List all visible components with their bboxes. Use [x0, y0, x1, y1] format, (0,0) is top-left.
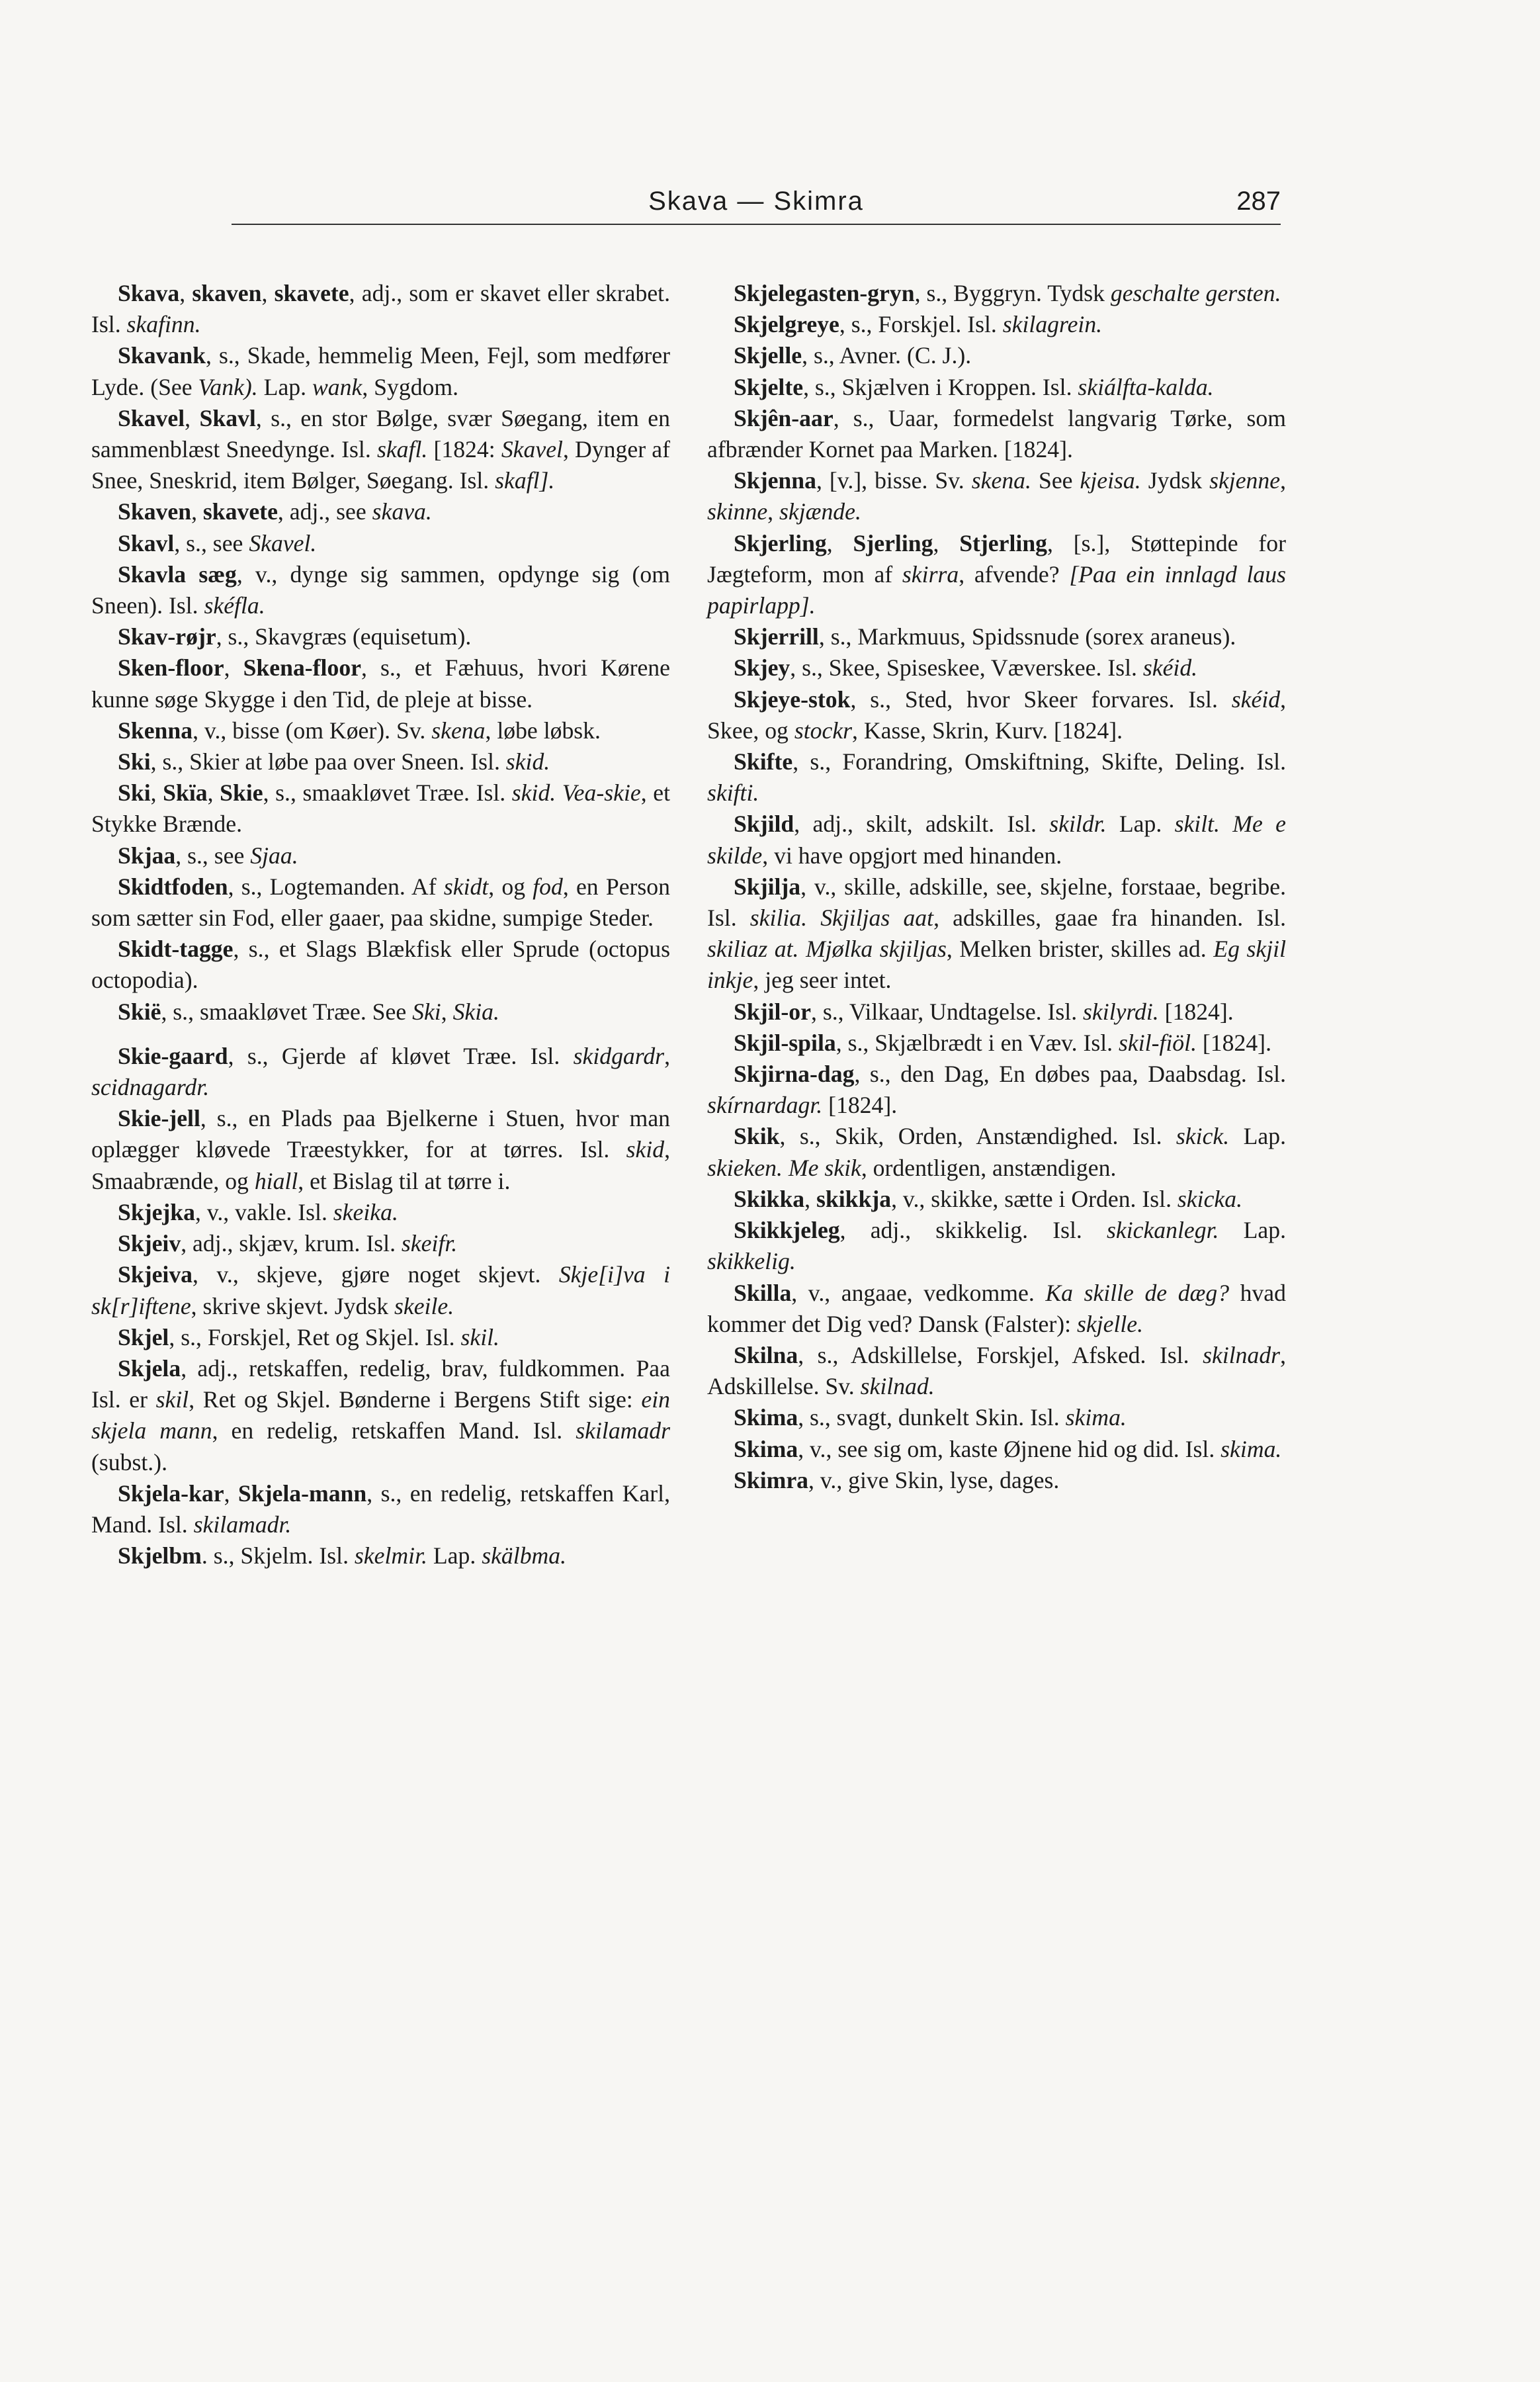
- dictionary-entry: Skidt-tagge, s., et Slags Blækfisk eller Sprude (octopus octopodia).: [91, 936, 670, 994]
- dictionary-entry: Skjel, s., Forskjel, Ret og Skjel. Isl. skil.: [118, 1323, 499, 1350]
- dictionary-entry: Skikka, skikkja, v., skikke, sætte i Orden. Isl. skicka.: [734, 1185, 1243, 1212]
- right-column: [707, 278, 1286, 1496]
- dictionary-entry: Sken-floor, Skena-floor, s., et Fæhuus, hvori Kørene kunne søge Skygge i den Tid, de pleje at bisse.: [91, 654, 670, 713]
- dictionary-entry: Skimra, v., give Skin, lyse, dages.: [734, 1466, 1060, 1493]
- dictionary-entry: Skenna, v., bisse (om Køer). Sv. skena, løbe løbsk.: [118, 717, 601, 744]
- page-number: 287: [1236, 187, 1281, 216]
- dictionary-entry: Skifte, s., Forandring, Omskiftning, Skifte, Deling. Isl. skifti.: [707, 748, 1286, 807]
- dictionary-entry: Skjenna, [v.], bisse. Sv. skena. See kjeisa. Jydsk skjenne, skinne, skjænde.: [707, 467, 1287, 525]
- dictionary-entry: Skjilja, v., skille, adskille, see, skjelne, forstaae, begribe. Isl. skilia. Skjiljas aat, adskilles, gaae fra hinanden. Isl. skiliaz at. Mjølka skjiljas, Melken brister, skilles ad. Eg skjil inkje, jeg seer intet.: [707, 873, 1287, 994]
- dictionary-entry: Skjerrill, s., Markmuus, Spidssnude (sorex araneus).: [734, 623, 1236, 650]
- dictionary-entry: Skav-røjr, s., Skavgræs (equisetum).: [118, 623, 472, 650]
- dictionary-entry: Skjild, adj., skilt, adskilt. Isl. skildr. Lap. skilt. Me e skilde, vi have opgjort med hinanden.: [707, 811, 1286, 869]
- dictionary-entry: Skavl, s., see Skavel.: [118, 529, 317, 556]
- dictionary-entry: Skjela-kar, Skjela-mann, s., en redelig, retskaffen Karl, Mand. Isl. skilamadr.: [91, 1479, 670, 1538]
- dictionary-entry: Skjelte, s., Skjælven i Kroppen. Isl. skiálfta-kalda.: [734, 373, 1214, 400]
- dictionary-entry: Skilna, s., Adskillelse, Forskjel, Afsked. Isl. skilnadr, Adskillelse. Sv. skilnad.: [707, 1341, 1286, 1400]
- dictionary-entry: Skie-jell, s., en Plads paa Bjelkerne i Stuen, hvor man oplægger kløvede Træestykker, for at tørres. Isl. skid, Smaabrænde, og hiall, et Bislag til at tørre i.: [91, 1105, 670, 1194]
- dictionary-entry: Skilla, v., angaae, vedkomme. Ka skille de dæg? hvad kommer det Dig ved? Dansk (Falster): skjelle.: [707, 1279, 1286, 1337]
- dictionary-entry: Skië, s., smaakløvet Træe. See Ski, Skia.: [118, 998, 499, 1025]
- dictionary-entry: Skjeye-stok, s., Sted, hvor Skeer forvares. Isl. skéid, Skee, og stockr, Kasse, Skrin, Kurv. [1824].: [707, 685, 1286, 744]
- dictionary-entry: Skavel, Skavl, s., en stor Bølge, svær Søegang, item en sammenblæst Sneedynge. Isl. skafl. [1824: Skavel, Dynger af Snee, Sneskrid, item Bølger, Søegang. Isl. skafl].: [91, 404, 670, 494]
- dictionary-entry: Skima, v., see sig om, kaste Øjnene hid og did. Isl. skima.: [734, 1435, 1282, 1462]
- dictionary-entry: Skavank, s., Skade, hemmelig Meen, Fejl, som medfører Lyde. (See Vank). Lap. wank, Sygdom.: [91, 342, 670, 400]
- dictionary-entry: Skie-gaard, s., Gjerde af kløvet Træe. Isl. skidgardr, scidnagardr.: [91, 1042, 670, 1101]
- dictionary-entry: Skaven, skavete, adj., see skava.: [118, 498, 432, 525]
- dictionary-entry: Skikkjeleg, adj., skikkelig. Isl. skickanlegr. Lap. skikkelig.: [707, 1217, 1287, 1275]
- page-title: Skava — Skimra: [648, 187, 864, 216]
- dictionary-entry: Ski, Skïa, Skie, s., smaakløvet Træe. Isl. skid. Vea-skie, et Stykke Brænde.: [91, 779, 671, 838]
- dictionary-entry: Skjelle, s., Avner. (C. J.).: [734, 342, 972, 369]
- dictionary-entry: Skjên-aar, s., Uaar, formedelst langvarig Tørke, som afbrænder Kornet paa Marken. [1824].: [707, 404, 1286, 463]
- running-head: [232, 177, 1281, 225]
- dictionary-entry: Skjela, adj., retskaffen, redelig, brav, fuldkommen. Paa Isl. er skil, Ret og Skjel. Bønderne i Bergens Stift sige: ein skjela mann, en redelig, retskaffen Mand. Isl. skilamadr (subst.).: [91, 1354, 671, 1476]
- dictionary-entry: Skjeiva, v., skjeve, gjøre noget skjevt. Skje[i]va i sk[r]iftene, skrive skjevt. Jydsk skeile.: [91, 1261, 670, 1319]
- dictionary-entry: Skava, skaven, skavete, adj., som er skavet eller skrabet. Isl. skafinn.: [91, 280, 671, 338]
- dictionary-entry: Skjelgreye, s., Forskjel. Isl. skilagrein.: [734, 311, 1103, 338]
- dictionary-entry: Skik, s., Skik, Orden, Anstændighed. Isl. skick. Lap. skieken. Me skik, ordentligen, anstændigen.: [707, 1123, 1287, 1181]
- dictionary-entry: Skjil-spila, s., Skjælbrædt i en Væv. Isl. skil-fiöl. [1824].: [734, 1029, 1271, 1056]
- dictionary-entry: Skavla sæg, v., dynge sig sammen, opdynge sig (om Sneen). Isl. skéfla.: [91, 560, 671, 619]
- dictionary-entry: Skima, s., svagt, dunkelt Skin. Isl. skima.: [734, 1404, 1127, 1431]
- dictionary-entry: Skjaa, s., see Sjaa.: [118, 842, 298, 869]
- dictionary-entry: Skjey, s., Skee, Spiseskee, Væverskee. Isl. skéid.: [734, 654, 1198, 682]
- dictionary-entry: Skidtfoden, s., Logtemanden. Af skidt, og fod, en Person som sætter sin Fod, eller gaaer, paa skidne, sumpige Steder.: [91, 873, 670, 932]
- dictionary-entry: Skjerling, Sjerling, Stjerling, [s.], Støttepinde for Jægteform, mon af skirra, afvende? [Paa ein innlagd laus papirlapp].: [707, 529, 1287, 619]
- dictionary-entry: Skjelegasten-gryn, s., Byggryn. Tydsk geschalte gersten.: [734, 280, 1281, 306]
- left-column: [91, 278, 670, 1571]
- dictionary-entry: Skjelbm. s., Skjelm. Isl. skelmir. Lap. skälbma.: [118, 1542, 567, 1569]
- dictionary-entry: Skjeiv, adj., skjæv, krum. Isl. skeifr.: [118, 1230, 458, 1257]
- dictionary-entry: Ski, s., Skier at løbe paa over Sneen. Isl. skid.: [118, 748, 550, 775]
- dictionary-entry: Skjirna-dag, s., den Dag, En døbes paa, Daabsdag. Isl. skírnardagr. [1824].: [707, 1061, 1286, 1119]
- dictionary-entry: Skjil-or, s., Vilkaar, Undtagelse. Isl. skilyrdi. [1824].: [734, 998, 1234, 1025]
- entry-gap: [91, 1028, 670, 1041]
- dictionary-entry: Skjejka, v., vakle. Isl. skeika.: [118, 1198, 398, 1225]
